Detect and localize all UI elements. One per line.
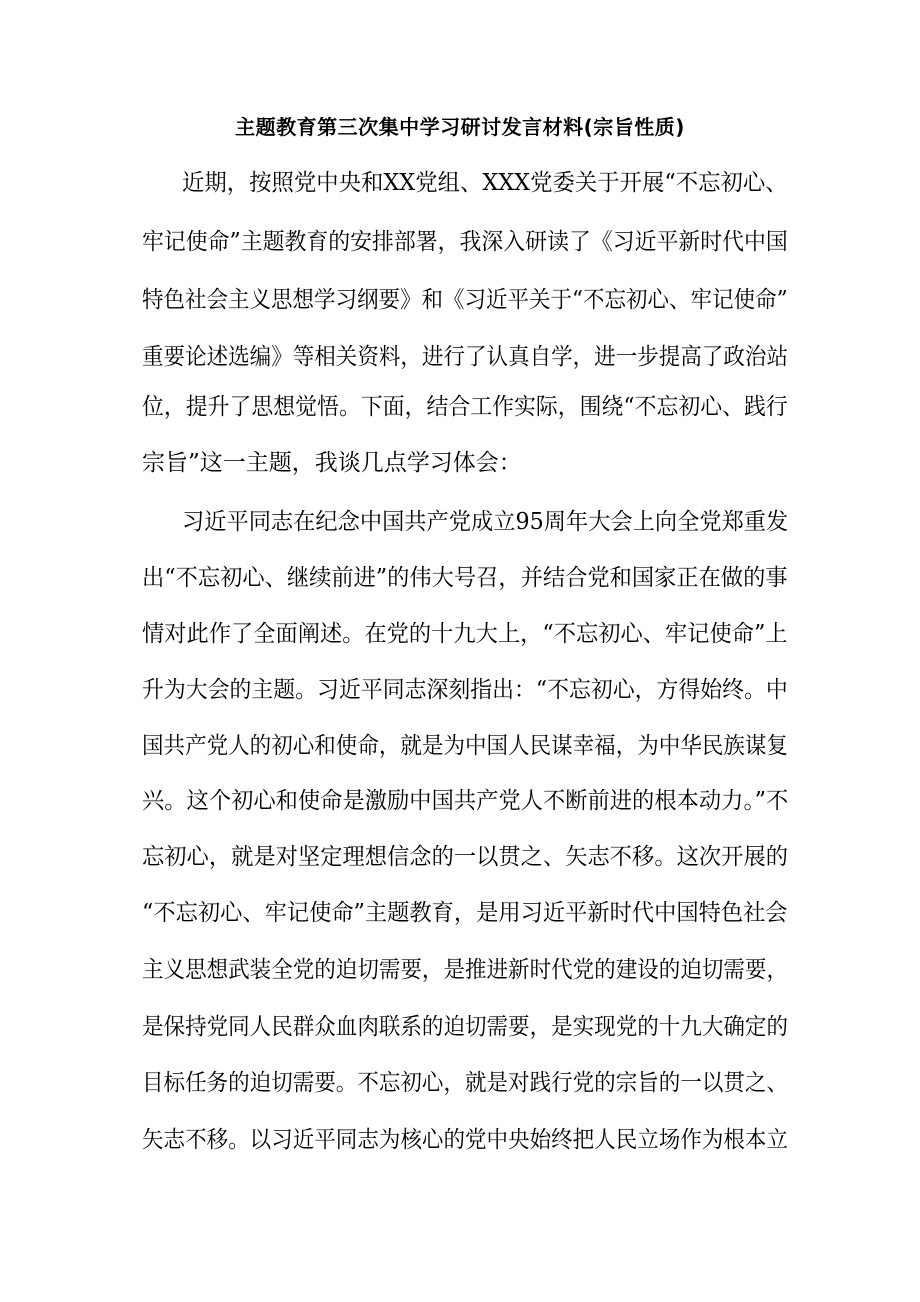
paragraph-1-line-5: 位，提升了思想觉悟。下面，结合工作实际，围绕“不忘初心、践行 bbox=[142, 394, 788, 420]
paragraph-2-line-11: 目标任务的迫切需要。不忘初心，就是对践行党的宗旨的一以贯之、 bbox=[142, 1070, 788, 1096]
paragraph-2-line-1: 习近平同志在纪念中国共产党成立95周年大会上向全党郑重发 bbox=[182, 509, 789, 535]
paragraph-2-line-4: 升为大会的主题。习近平同志深刻指出：“不忘初心，方得始终。中 bbox=[142, 677, 788, 703]
paragraph-2-line-5: 国共产党人的初心和使命，就是为中国人民谋幸福，为中华民族谋复 bbox=[142, 733, 788, 759]
paragraph-1-line-4: 重要论述选编》等相关资料，进行了认真自学，进一步提高了政治站 bbox=[142, 344, 788, 370]
paragraph-2-line-2: 出“不忘初心、继续前进”的伟大号召，并结合党和国家正在做的事 bbox=[142, 565, 788, 591]
paragraph-2-line-8: “不忘初心、牢记使命”主题教育，是用习近平新时代中国特色社会 bbox=[142, 900, 788, 926]
paragraph-2-line-6: 兴。这个初心和使命是激励中国共产党人不断前进的根本动力。”不 bbox=[142, 788, 789, 814]
paragraph-2-line-10: 是保持党同人民群众血肉联系的迫切需要，是实现党的十九大确定的 bbox=[142, 1014, 788, 1040]
paragraph-1-line-1: 近期，按照党中央和XX党组、XXX党委关于开展“不忘初心、 bbox=[182, 170, 788, 196]
paragraph-1-line-3: 特色社会主义思想学习纲要》和《习近平关于“不忘初心、牢记使命” bbox=[142, 287, 788, 313]
paragraph-1-line-2: 牢记使命”主题教育的安排部署，我深入研读了《习近平新时代中国 bbox=[142, 229, 788, 255]
paragraph-2-line-9: 主义思想武装全党的迫切需要，是推进新时代党的建设的迫切需要， bbox=[142, 957, 788, 983]
paragraph-1-line-6: 宗旨”这一主题，我谈几点学习体会： bbox=[142, 450, 522, 476]
paragraph-2-line-12: 矢志不移。以习近平同志为核心的党中央始终把人民立场作为根本立 bbox=[142, 1127, 788, 1153]
document-title: 主题教育第三次集中学习研讨发言材料(宗旨性质) bbox=[235, 115, 685, 139]
paragraph-2-line-3: 情对此作了全面阐述。在党的十九大上，“不忘初心、牢记使命”上 bbox=[142, 621, 788, 647]
paragraph-2-line-7: 忘初心，就是对坚定理想信念的一以贯之、矢志不移。这次开展的 bbox=[142, 844, 788, 870]
